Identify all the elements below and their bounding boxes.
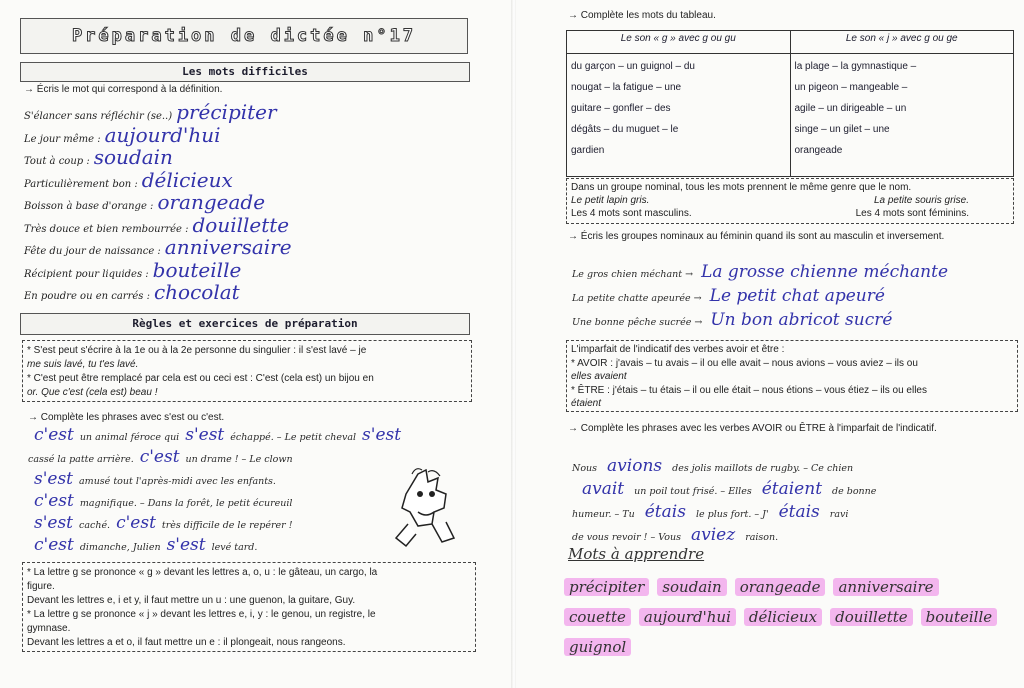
word-answer: bouteille xyxy=(152,257,242,282)
rule-example: Les 4 mots sont féminins. xyxy=(855,208,969,219)
transform-label: Le gros chien méchant → xyxy=(572,269,694,280)
sentence-answer: s'est xyxy=(362,425,402,445)
instruction-definition: → Écris le mot qui correspond à la définition. xyxy=(24,84,223,95)
word-definition-row xyxy=(24,258,241,280)
instruction-imparfait: → Complète les phrases avec les verbes AVOIR ou ÊTRE à l'imparfait de l'indicatif. xyxy=(568,423,937,434)
word-definition-row xyxy=(24,100,277,122)
word-to-learn: guignol xyxy=(564,638,631,656)
fill-answer: aviez xyxy=(690,525,736,545)
table-line: du garçon – un guignol – du xyxy=(571,61,695,72)
sentence-answer: s'est xyxy=(34,469,74,489)
sentence-text: amusé tout l'après-midi avec les enfants. xyxy=(79,476,276,487)
word-definition-label: En poudre ou en carrés : xyxy=(24,291,150,302)
word-to-learn: aujourd'hui xyxy=(639,608,736,626)
fill-answer: étaient xyxy=(761,479,823,499)
word-definition-row xyxy=(24,190,265,212)
table-line: singe – un gilet – une xyxy=(794,124,890,135)
fill-row xyxy=(572,525,778,545)
table-line: gardien xyxy=(571,145,605,156)
rule-line: étaient xyxy=(571,398,602,409)
rule-line: me suis lavé, tu t'es lavé. xyxy=(27,359,139,370)
word-answer: douillette xyxy=(192,212,290,237)
sentence-text: un animal féroce qui xyxy=(79,432,180,443)
transform-answer: Le petit chat apeuré xyxy=(709,286,885,306)
word-definition-row xyxy=(24,280,240,302)
word-definition-label: Très douce et bien rembourrée : xyxy=(24,223,189,235)
word-answer: anniversaire xyxy=(164,235,292,259)
rule-line: figure. xyxy=(27,581,55,592)
rule-line: * ÊTRE : j'étais – tu étais – il ou elle était – nous étions – vous étiez – ils ou elles xyxy=(571,384,927,396)
fill-text: humeur. – Tu xyxy=(572,509,635,520)
word-answer: précipiter xyxy=(176,100,277,124)
dictation-title-banner xyxy=(20,18,468,54)
sentence-text: dimanche, Julien xyxy=(79,542,161,553)
word-to-learn: soudain xyxy=(657,578,726,596)
sentence-answer: c'est xyxy=(34,535,74,555)
fill-row xyxy=(572,479,876,499)
word-definition-row xyxy=(24,213,289,235)
fill-text: ravi xyxy=(829,509,849,520)
word-answer: soudain xyxy=(93,145,173,169)
table-header-j: Le son « j » avec g ou ge xyxy=(790,31,1014,54)
sentence-answer: c'est xyxy=(34,425,74,445)
sentence-answer: s'est xyxy=(34,513,74,533)
table-line: la plage – la gymnastique – xyxy=(794,61,917,72)
word-definition-label: Particulièrement bon : xyxy=(24,178,138,190)
word-to-learn: douillette xyxy=(830,608,913,626)
rule-line: * S'est peut s'écrire à la 1e ou à la 2e personne du singulier : il s'est lavé – je xyxy=(27,345,367,356)
table-line: agile – un dirigeable – un xyxy=(794,103,907,114)
table-cell-j xyxy=(790,54,1014,177)
word-definition-row xyxy=(24,168,233,190)
word-definition-row xyxy=(24,235,292,257)
fill-answer: avions xyxy=(607,456,663,476)
sentence-answer: c'est xyxy=(116,513,156,533)
fill-row xyxy=(572,502,848,522)
right-page xyxy=(516,0,1024,688)
word-answer: orangeade xyxy=(157,190,266,214)
sound-table xyxy=(566,30,1014,177)
fill-text: de bonne xyxy=(832,486,877,497)
rule-line: * La lettre g se prononce « j » devant les lettres e, i, y : le genou, un registre, le xyxy=(27,609,376,620)
fill-text: raison. xyxy=(745,532,779,543)
rule-line: Devant les lettres e, i et y, il faut mettre un u : une guenon, la guitare, Guy. xyxy=(27,595,356,606)
transform-label: Une bonne pêche sucrée → xyxy=(572,317,703,328)
section-title-difficult-words: Les mots difficiles xyxy=(20,62,470,82)
sentence-text: caché. xyxy=(79,520,111,531)
word-to-learn: délicieux xyxy=(744,608,822,626)
instruction-gender: → Écris les groupes nominaux au féminin quand ils sont au masculin et inversement. xyxy=(568,231,945,242)
word-to-learn: orangeade xyxy=(735,578,826,596)
rule-box-letter-g xyxy=(22,562,476,652)
sentence-text: un drame ! – Le clown xyxy=(185,454,293,465)
word-to-learn: anniversaire xyxy=(833,578,938,596)
table-line: nougat – la fatigue – une xyxy=(571,82,682,93)
sentence-answer: c'est xyxy=(139,447,180,467)
word-definition-label: S'élancer sans réfléchir (se..) xyxy=(24,111,173,122)
fill-text: de vous revoir ! – Vous xyxy=(572,532,681,543)
fill-text: un poil tout frisé. – Elles xyxy=(634,486,752,497)
transform-answer: Un bon abricot sucré xyxy=(710,310,893,330)
rule-line: * C'est peut être remplacé par cela est ou ceci est : C'est (cela est) un bijou en xyxy=(27,373,374,384)
rule-box-gender xyxy=(566,178,1014,224)
table-line: guitare – gonfler – des xyxy=(571,103,671,114)
fill-answer: étais xyxy=(644,502,686,522)
word-definition-label: Récipient pour liquides : xyxy=(24,268,149,280)
rule-line: elles avaient xyxy=(571,371,627,382)
fill-text: des jolis maillots de rugby. – Ce chien xyxy=(672,463,854,474)
instruction-table: → Complète les mots du tableau. xyxy=(568,10,716,21)
dictation-title: Préparation de dictée n°17 xyxy=(71,26,417,46)
sentence-text: levé tard. xyxy=(211,542,258,553)
sentence-text: magnifique. – Dans la forêt, le petit écureuil xyxy=(79,498,293,509)
rule-line: L'imparfait de l'indicatif des verbes avoir et être : xyxy=(571,344,785,355)
fill-row xyxy=(572,456,853,476)
transform-row xyxy=(572,286,885,306)
transform-label: La petite chatte apeurée → xyxy=(572,293,702,304)
section-title-rules: Règles et exercices de préparation xyxy=(20,313,470,335)
sentence-text: échappé. – Le petit cheval xyxy=(230,432,357,443)
rule-example: La petite souris grise. xyxy=(873,195,969,206)
word-definition-row xyxy=(24,145,173,167)
horse-illustration xyxy=(388,468,464,550)
sentence-answer: c'est xyxy=(34,491,74,511)
table-header-g: Le son « g » avec g ou gu xyxy=(567,31,791,54)
word-definition-label: Boisson à base d'orange : xyxy=(24,201,154,212)
rule-box-imparfait xyxy=(566,340,1018,412)
word-to-learn: bouteille xyxy=(921,608,997,626)
words-to-learn-list xyxy=(564,574,1014,664)
fill-answer: avait xyxy=(582,479,625,499)
rule-line: Dans un groupe nominal, tous les mots prennent le même genre que le nom. xyxy=(571,182,912,193)
sentence-text: très difficile de le repérer ! xyxy=(161,520,293,531)
table-cell-g xyxy=(567,54,791,177)
rule-line: or. Que c'est (cela est) beau ! xyxy=(27,387,158,398)
table-line: un pigeon – mangeable – xyxy=(794,82,908,93)
word-definition-label: Le jour même : xyxy=(24,133,101,145)
word-definition-label: Tout à coup : xyxy=(24,156,90,167)
fill-answer: étais xyxy=(778,502,820,522)
sentence-answer: s'est xyxy=(166,535,206,555)
table-line: orangeade xyxy=(794,145,843,156)
rule-line: gymnase. xyxy=(27,623,71,634)
word-answer: délicieux xyxy=(141,167,233,192)
fill-text: Nous xyxy=(572,463,598,474)
rule-example: Le petit lapin gris. xyxy=(571,195,650,206)
transform-answer: La grosse chienne méchante xyxy=(701,262,949,282)
rule-line: * La lettre g se prononce « g » devant les lettres a, o, u : le gâteau, un cargo, la xyxy=(27,567,378,578)
sentence-answer: s'est xyxy=(185,425,225,445)
table-line: dégâts – du muguet – le xyxy=(571,124,679,135)
sentence-row xyxy=(28,447,478,467)
fill-text: le plus fort. – J' xyxy=(695,509,769,520)
word-to-learn: couette xyxy=(564,608,631,626)
word-to-learn: précipiter xyxy=(564,578,649,596)
rule-line: Devant les lettres a et o, il faut mettre un e : il plongeait, nous rangeons. xyxy=(27,637,346,648)
sound-table-wrap xyxy=(566,30,1014,177)
rule-example: Les 4 mots sont masculins. xyxy=(571,208,692,219)
sentence-text: cassé la patte arrière. xyxy=(28,454,134,465)
transform-row xyxy=(572,262,948,282)
word-answer: chocolat xyxy=(153,280,240,304)
sentence-row xyxy=(28,425,478,445)
word-definition-row xyxy=(24,123,221,145)
rule-line: * AVOIR : j'avais – tu avais – il ou elle avait – nous avions – vous aviez – ils ou xyxy=(571,357,918,369)
transform-row xyxy=(572,310,892,330)
words-to-learn-title: Mots à apprendre xyxy=(568,545,705,563)
word-definition-label: Fête du jour de naissance : xyxy=(24,246,161,257)
instruction-sest-cest: → Complète les phrases avec s'est ou c'est. xyxy=(28,412,225,423)
rule-box-sest-cest xyxy=(22,340,472,402)
word-answer: aujourd'hui xyxy=(104,122,221,147)
